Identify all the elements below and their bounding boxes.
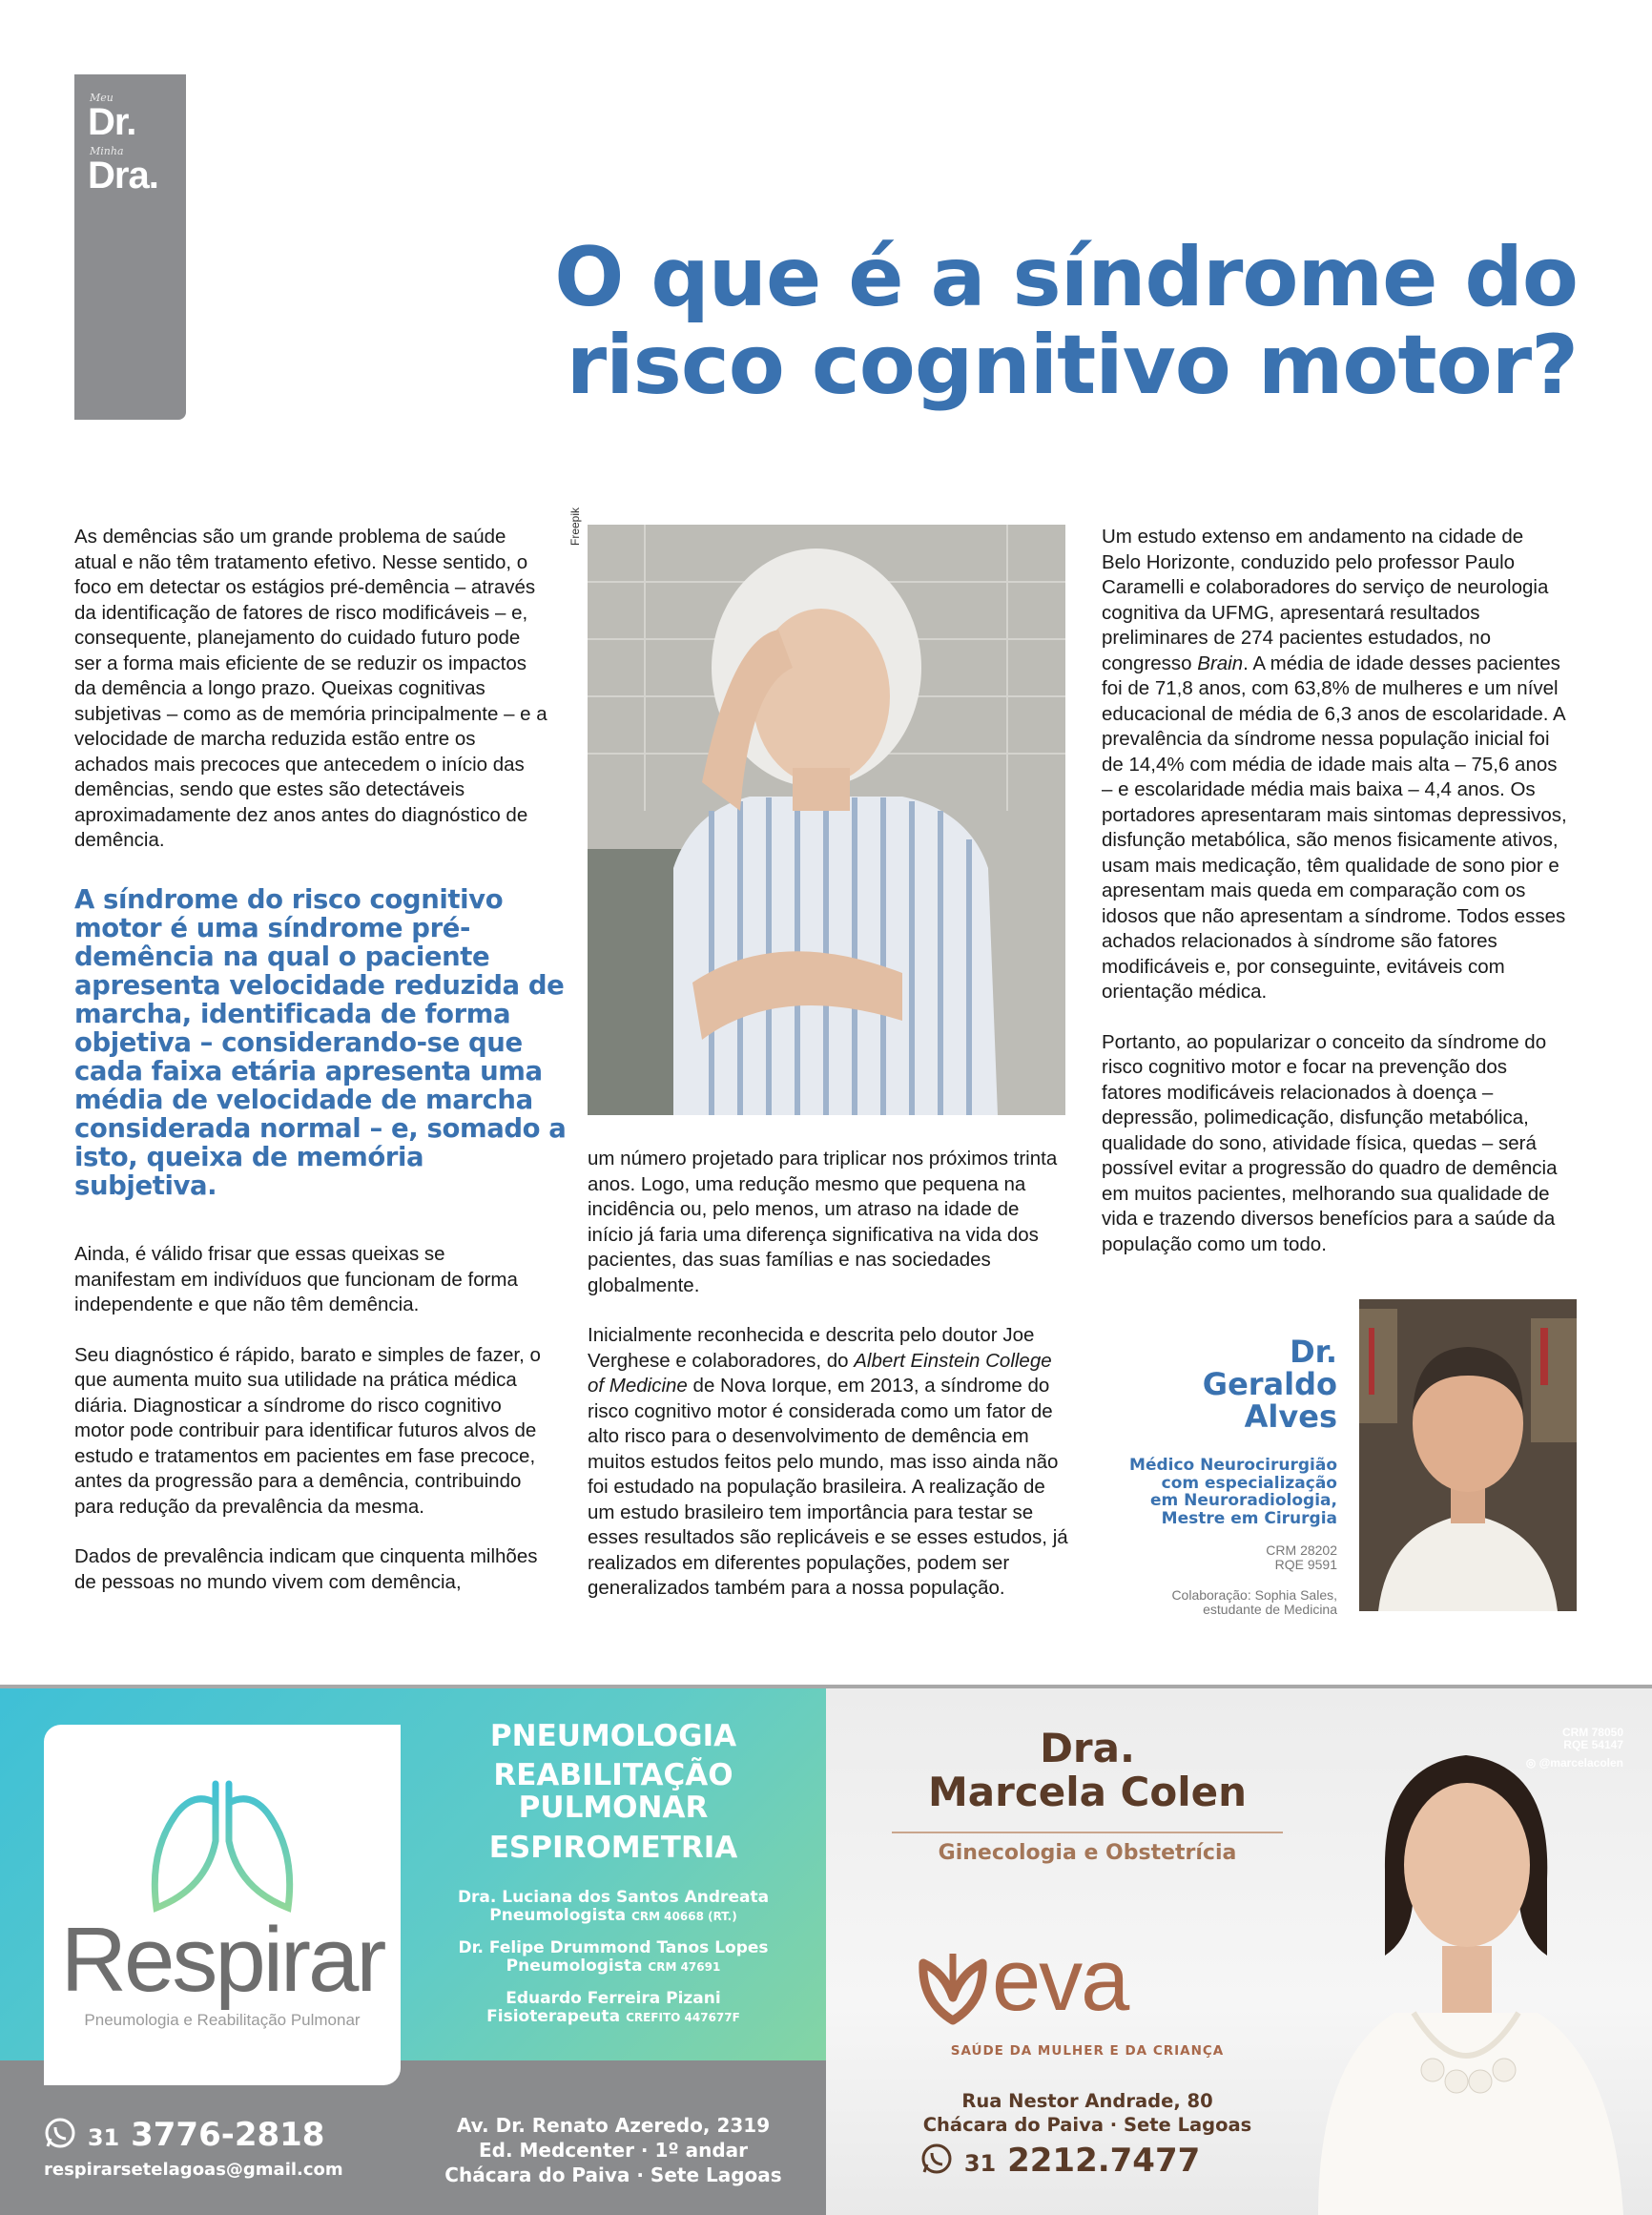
respirar-address: Av. Dr. Renato Azeredo, 2319 Ed. Medcenter · 1º andar Chácara do Paiva · Sete Lagoas (444, 2114, 782, 2186)
brand-dra: Dra. (88, 155, 158, 197)
doctor-marcela-photo (1280, 1698, 1652, 2215)
respirar-doctor-3: Eduardo Ferreira Pizani Fisioterapeuta CREFITO 447677F (486, 1989, 740, 2026)
eva-tagline: SAÚDE DA MULHER E DA CRIANÇA (950, 2043, 1225, 2059)
article-column-3 (1102, 525, 1567, 1282)
respirar-logo-card (44, 1725, 401, 2085)
specialty-espirometria: ESPIROMETRIA (488, 1831, 738, 1865)
specialty-reabilitacao: REABILITAÇÃO PULMONAR (493, 1758, 733, 1825)
article-column-1 (74, 525, 551, 879)
lungs-icon (149, 1774, 296, 1917)
respirar-logo: Respirar (60, 1909, 384, 2011)
whatsapp-icon (920, 2143, 953, 2175)
author-role: Médico Neurocirurgião com especialização em Neuroradiologia, Mestre em Cirurgia (1129, 1456, 1337, 1528)
title-line-1: O que é a síndrome do (554, 230, 1578, 325)
dra-registration: CRM 78050 RQE 54147 (1561, 1726, 1623, 1751)
author-name: Dr. Geraldo Alves (1202, 1334, 1337, 1435)
title-line-2: risco cognitivo motor? (566, 318, 1578, 413)
paragraph: Ainda, é válido frisar que essas queixas se manifestam em indivíduos que funcionam de forma independente e que não têm demência. (74, 1243, 518, 1315)
photo-credit: Freepik (568, 507, 582, 546)
article-column-2 (588, 1147, 1069, 1626)
respirar-email[interactable]: respirarsetelagoas@gmail.com (44, 2160, 343, 2180)
dra-specialty: Ginecologia e Obstetrícia (938, 1841, 1237, 1865)
respirar-tagline: Pneumologia e Reabilitação Pulmonar (84, 2011, 361, 2029)
dra-name: Dra. Marcela Colen (927, 1725, 1248, 1815)
eva-logo: eva (992, 1932, 1128, 2029)
paragraph: As demências são um grande problema de saúde atual e não têm tratamento efetivo. Nesse sentido, o foco em detectar os estágios pré-demência – através da identificação de fatores de risco modificáveis – e, consequente, planejamento do cuidado futuro pode ser a forma mais eficiente de se reduzir os impactos da demência a longo prazo. Queixas cognitivas subjetivas – como as de memória principalmente – e a velocidade de marcha reduzida estão entre os achados mais precoces que antecedem o início das demências, sendo que estes são detectáveis aproximadamente dez anos antes do diagnóstico de demência. (74, 526, 547, 851)
paragraph: Inicialmente reconhecida e descrita pelo doutor Joe Verghese e colaboradores, do Albert Einstein College of Medicine de Nova Iorque, em 2013, a síndrome do risco cognitivo motor é considerada como um fator de alto risco para o desenvolvimento de demência em muitos estudos feitos pelo mundo, mas isso ainda não foi estudado na população brasileira. A realização de um estudo brasileiro tem importância para testar se esses resultados são replicáveis e se esses estudos, já realizados em diferentes populações, podem ser generalizados também para a nossa população. (588, 1324, 1068, 1599)
eva-phone[interactable]: 31 2212.7477 (920, 2142, 1200, 2180)
specialty-pneumologia: PNEUMOLOGIA (489, 1719, 737, 1753)
article-column-1-lower (74, 1242, 551, 1620)
author-photo (1359, 1299, 1577, 1611)
paragraph: Um estudo extenso em andamento na cidade de Belo Horizonte, conduzido pelo professor Paulo Caramelli e colaboradores do serviço de neurologia cognitiva da UFMG, apresentará resultados preliminares de 274 pacientes estudados, no congresso Brain. A média de idade desses pacientes foi de 71,8 anos, com 63,8% de mulheres e um nível educacional de média de 6,3 anos de escolaridade. A prevalência da síndrome nessa população inicial foi de 14,4% com média de idade mais alta – 75,6 anos – e escolaridade média mais baixa – 4,4 anos. Os portadores apresentaram mais sintomas depressivos, disfunção metabólica, são menos fisicamente ativos, usam mais medicação, têm qualidade de sono pior e apresentam mais queda em comparação com os idosos que não apresentam a síndrome. Todos esses achados relacionados à síndrome são fatores modificáveis e, por conseguinte, evitáveis com orientação médica. (1102, 526, 1567, 1003)
elderly-woman-photo (588, 525, 1065, 1115)
respirar-doctor-2: Dr. Felipe Drummond Tanos Lopes Pneumologista CRM 47691 (458, 1938, 769, 1976)
brand-dr: Dr. (88, 101, 136, 143)
brand-minha: Minha (90, 145, 124, 157)
respirar-doctor-1: Dra. Luciana dos Santos Andreata Pneumologista CRM 40668 (RT.) (457, 1888, 770, 1925)
divider (892, 1832, 1283, 1833)
respirar-phone[interactable]: 31 3776-2818 (44, 2116, 324, 2154)
whatsapp-icon (44, 2117, 76, 2149)
brand-meu: Meu (90, 92, 114, 104)
brand-tab (74, 74, 186, 420)
paragraph: Portanto, ao popularizar o conceito da síndrome do risco cognitivo motor e focar na prevenção dos fatores modificáveis relacionados à doença – depressão, polimedicação, disfunção metabólica, qualidade do sono, atividade física, quedas – será possível evitar a progressão do quadro de demência em muitos pacientes, melhorando sua qualidade de vida e trazendo diversos benefícios para a saúde da população como um todo. (1102, 1030, 1558, 1255)
page-title (338, 230, 1578, 413)
paragraph: Dados de prevalência indicam que cinquenta milhões de pessoas no mundo vivem com demência, (74, 1545, 538, 1593)
paragraph: um número projetado para triplicar nos próximos trinta anos. Logo, uma redução mesmo que pequena na incidência ou, pelo menos, um atraso na idade de início já faria uma diferença significativa na vida dos pacientes, das suas famílias e nas sociedades globalmente. (588, 1148, 1058, 1296)
author-registration: CRM 28202 RQE 9591 (1266, 1542, 1337, 1572)
leaf-icon (916, 1944, 990, 2026)
dra-instagram[interactable]: ◎ @marcelacolen (1525, 1756, 1623, 1770)
instagram-icon: ◎ (1525, 1756, 1537, 1770)
author-collaboration: Colaboração: Sophia Sales, estudante de Medicina (1171, 1587, 1337, 1617)
eva-address: Rua Nestor Andrade, 80 Chácara do Paiva · Sete Lagoas (922, 2090, 1252, 2136)
pull-quote: A síndrome do risco cognitivo motor é uma síndrome pré-demência na qual o paciente apresenta velocidade reduzida de marcha, identificada de forma objetiva – considerando-se que cada faixa etária apresenta uma média de velocidade de marcha considerada normal – e, somado a isto, queixa de memória subjetiva. (74, 884, 567, 1201)
paragraph: Seu diagnóstico é rápido, barato e simples de fazer, o que aumenta muito sua utilidade na prática médica diária. Diagnosticar a síndrome do risco cognitivo motor pode contribuir para identificar futuros alvos de estudo e tratamentos em pacientes em fase precoce, antes da progressão para a demência, contribuindo para redução da prevalência da mesma. (74, 1343, 541, 1518)
